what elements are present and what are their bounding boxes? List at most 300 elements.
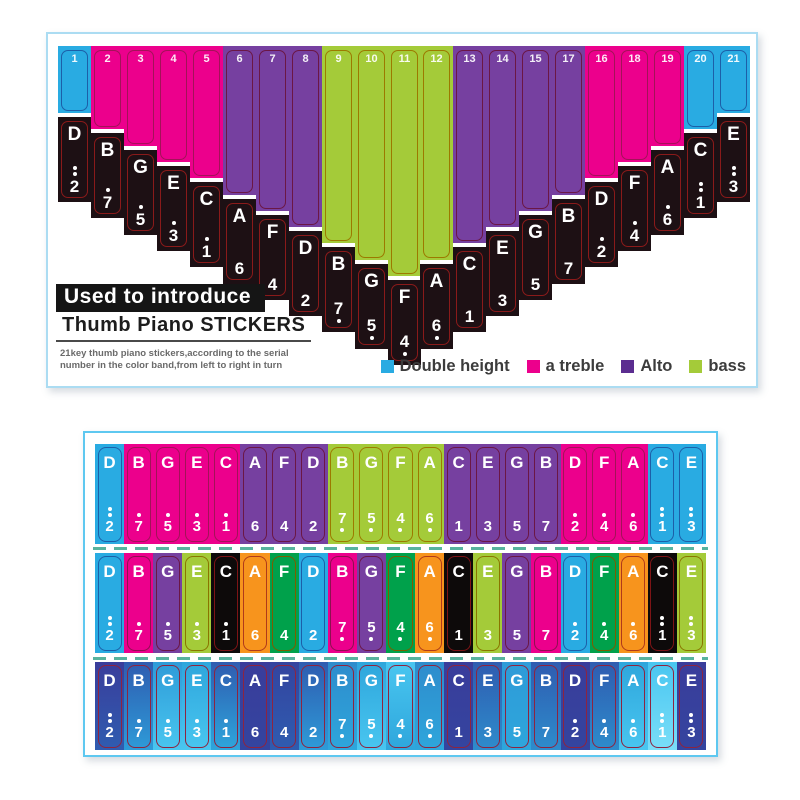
- sticker-key-G5: [357, 444, 386, 544]
- octave-dots: [357, 528, 386, 532]
- note-number: [519, 276, 552, 293]
- octave-dot: [428, 637, 432, 641]
- key-A6: [651, 146, 684, 235]
- octave-dots: [619, 719, 648, 723]
- legend-label: Alto: [640, 357, 673, 375]
- octave-dot: [398, 528, 402, 532]
- key-G5: [355, 260, 388, 349]
- octave-dot: [573, 622, 577, 626]
- note-letter: B: [132, 453, 145, 472]
- note-number: [444, 519, 473, 534]
- sticker-key-G5: [357, 553, 386, 653]
- note-letter: D: [298, 238, 313, 259]
- note-number: [357, 717, 386, 740]
- octave-dots: [651, 205, 684, 209]
- note-number: [270, 725, 299, 740]
- sticker-key-B7: [328, 662, 357, 750]
- note-letter: C: [452, 562, 465, 581]
- note-letter: A: [232, 206, 247, 227]
- note-letter: B: [561, 206, 576, 227]
- numbered-notation: 3: [687, 724, 696, 741]
- key-column-12: [420, 34, 453, 386]
- sticker-key-C1: [211, 662, 240, 750]
- sticker-key-B7: [531, 444, 560, 544]
- numbered-notation: 4: [396, 619, 405, 636]
- serial-number: 3: [137, 53, 144, 65]
- octave-dot: [166, 622, 170, 626]
- numbered-notation: 3: [687, 627, 696, 644]
- key-column-10: [355, 34, 388, 386]
- sticker-key-B7: [328, 553, 357, 653]
- octave-dots: [328, 637, 357, 641]
- numbered-notation: 1: [201, 242, 212, 261]
- numbered-notation: 1: [658, 724, 667, 741]
- serial-color-band: [223, 46, 256, 195]
- sticker-key-E3: [473, 553, 502, 653]
- numbered-notation: 1: [454, 518, 463, 535]
- octave-dot: [732, 172, 736, 176]
- band-outline: [325, 50, 352, 241]
- octave-dot: [699, 182, 703, 186]
- numbered-notation: 1: [454, 627, 463, 644]
- note-number: [124, 620, 153, 643]
- cut-line-divider: [93, 547, 708, 550]
- note-number: [444, 725, 473, 740]
- sticker-key-B7: [531, 662, 560, 750]
- octave-dot: [195, 719, 199, 723]
- octave-dot: [660, 719, 664, 723]
- note-number: [386, 620, 415, 643]
- note-number: [153, 717, 182, 740]
- numbered-notation: 7: [338, 619, 347, 636]
- note-number: [386, 511, 415, 534]
- note-number: [502, 628, 531, 643]
- sticker-key-F4: [270, 662, 299, 750]
- serial-number: 17: [562, 53, 575, 65]
- note-number: [502, 519, 531, 534]
- octave-dot: [398, 734, 402, 738]
- numbered-notation: 4: [599, 518, 609, 535]
- serial-number: 15: [529, 53, 542, 65]
- sticker-key-B7: [531, 553, 560, 653]
- key-G5: [124, 146, 157, 235]
- key-column-14: [486, 34, 519, 386]
- sticker-key-A6: [619, 444, 648, 544]
- octave-dots: [677, 616, 706, 626]
- octave-dots: [328, 734, 357, 738]
- key-column-21: [717, 34, 750, 386]
- numbered-notation: 5: [530, 275, 541, 294]
- sticker-key-C1: [444, 662, 473, 750]
- sticker-key-E3: [182, 553, 211, 653]
- serial-color-band: [585, 46, 618, 178]
- numbered-notation: 2: [69, 177, 80, 196]
- serial-color-band: [618, 46, 651, 162]
- numbered-notation: 6: [629, 518, 638, 535]
- octave-dots: [124, 205, 157, 209]
- serial-color-band: [453, 46, 486, 243]
- note-number: [590, 511, 619, 534]
- band-outline: [226, 50, 253, 193]
- octave-dots: [124, 622, 153, 626]
- note-letter: A: [429, 271, 444, 292]
- note-number: [357, 511, 386, 534]
- note-number: [473, 628, 502, 643]
- note-number: [211, 511, 240, 534]
- band-outline: [423, 50, 450, 258]
- octave-dot: [398, 637, 402, 641]
- note-number: [299, 519, 328, 534]
- octave-dot: [108, 507, 112, 511]
- octave-dots: [648, 713, 677, 723]
- note-letter: C: [219, 671, 233, 690]
- note-letter: A: [248, 562, 262, 581]
- sticker-key-G5: [502, 444, 531, 544]
- sticker-key-B7: [124, 662, 153, 750]
- serial-number: 8: [302, 53, 309, 65]
- octave-dots: [182, 719, 211, 723]
- serial-number: 1: [71, 53, 78, 65]
- note-letter: A: [627, 562, 640, 581]
- color-legend: [364, 357, 746, 376]
- band-outline: [489, 50, 516, 225]
- key-B7: [91, 129, 124, 218]
- numbered-notation: 2: [309, 627, 318, 644]
- key-column-19: [651, 34, 684, 386]
- octave-dot: [108, 719, 112, 723]
- key-C1: [453, 243, 486, 332]
- sticker-key-F4: [386, 662, 415, 750]
- serial-number: 9: [335, 53, 342, 65]
- note-letter: D: [594, 189, 609, 210]
- octave-dots: [648, 616, 677, 626]
- sticker-key-D2: [561, 444, 590, 544]
- sticker-strip-blue-gradient: [95, 662, 706, 750]
- legend-color-swatch: [527, 360, 540, 373]
- key-E3: [486, 227, 519, 316]
- note-letter: B: [539, 453, 553, 472]
- note-letter: E: [685, 562, 698, 581]
- serial-color-band: [388, 46, 421, 276]
- note-letter: D: [307, 562, 320, 581]
- note-letter: D: [103, 671, 116, 690]
- sticker-key-G5: [357, 662, 386, 750]
- octave-dot: [224, 719, 228, 723]
- serial-color-band: [684, 46, 717, 129]
- note-number: [618, 219, 651, 244]
- note-letter: C: [219, 562, 233, 581]
- note-number: [328, 717, 357, 740]
- key-A6: [420, 260, 453, 349]
- note-letter: G: [364, 562, 378, 581]
- note-letter: G: [161, 562, 175, 581]
- note-letter: D: [103, 453, 116, 472]
- octave-dot: [340, 734, 344, 738]
- note-number: [153, 511, 182, 534]
- legend-label: bass: [708, 357, 746, 375]
- note-letter: B: [336, 453, 349, 472]
- key-D2: [585, 178, 618, 267]
- note-letter: B: [132, 562, 145, 581]
- note-number: [677, 614, 706, 643]
- octave-dot: [666, 205, 670, 209]
- numbered-notation: 2: [309, 518, 318, 535]
- note-number: [585, 235, 618, 260]
- sticker-key-G5: [502, 662, 531, 750]
- numbered-notation: 1: [658, 518, 667, 535]
- octave-dots: [95, 507, 124, 517]
- octave-dot: [631, 622, 635, 626]
- intro-title: Used to introduce: [56, 284, 265, 312]
- note-letter: F: [598, 671, 610, 690]
- numbered-notation: 4: [396, 510, 405, 527]
- sticker-key-A6: [619, 662, 648, 750]
- sticker-key-F4: [590, 444, 619, 544]
- band-outline: [588, 50, 615, 176]
- note-number: [651, 203, 684, 228]
- numbered-notation: 2: [105, 518, 114, 535]
- key-F4: [618, 162, 651, 251]
- key-G5: [519, 211, 552, 300]
- numbered-notation: 6: [250, 627, 260, 644]
- band-outline: [193, 50, 220, 176]
- numbered-notation: 5: [163, 627, 172, 644]
- note-letter: D: [103, 562, 116, 581]
- key-E3: [717, 113, 750, 202]
- note-number: [561, 717, 590, 740]
- numbered-notation: 7: [338, 716, 347, 733]
- octave-dots: [561, 622, 590, 626]
- note-number: [677, 505, 706, 534]
- numbered-notation: 6: [425, 716, 434, 733]
- note-number: [190, 235, 223, 260]
- sticker-key-G5: [153, 662, 182, 750]
- note-letter: F: [598, 453, 610, 472]
- note-letter: G: [510, 562, 524, 581]
- note-number: [473, 519, 502, 534]
- sticker-key-A6: [415, 553, 444, 653]
- octave-dots: [182, 622, 211, 626]
- serial-color-band: [519, 46, 552, 211]
- note-number: [473, 725, 502, 740]
- numbered-notation: 5: [367, 619, 376, 636]
- sticker-key-G5: [153, 553, 182, 653]
- note-letter: A: [627, 671, 640, 690]
- note-number: [270, 628, 299, 643]
- note-letter: F: [395, 562, 406, 581]
- octave-dot: [195, 622, 199, 626]
- sticker-key-E3: [473, 444, 502, 544]
- numbered-notation: 6: [234, 259, 245, 278]
- octave-dot: [195, 513, 199, 517]
- sticker-key-A6: [619, 553, 648, 653]
- octave-dots: [386, 528, 415, 532]
- note-number: [157, 219, 190, 244]
- note-letter: D: [67, 124, 82, 145]
- note-number: [95, 711, 124, 740]
- note-number: [415, 511, 444, 534]
- numbered-notation: 6: [250, 724, 260, 741]
- note-letter: G: [510, 671, 524, 690]
- octave-dots: [153, 719, 182, 723]
- note-number: [531, 725, 560, 740]
- sticker-key-E3: [182, 662, 211, 750]
- band-outline: [522, 50, 549, 209]
- octave-dots: [415, 734, 444, 738]
- note-letter: B: [539, 671, 553, 690]
- serial-number: 19: [661, 53, 674, 65]
- octave-dots: [95, 713, 124, 723]
- sticker-key-B7: [124, 444, 153, 544]
- octave-dot: [660, 616, 664, 620]
- note-number: [619, 511, 648, 534]
- octave-dot: [689, 622, 693, 626]
- numbered-notation: 5: [367, 510, 376, 527]
- numbered-notation: 4: [267, 275, 278, 294]
- octave-dots: [420, 336, 453, 340]
- octave-dot: [435, 336, 439, 340]
- note-letter: C: [452, 671, 465, 690]
- note-number: [552, 260, 585, 277]
- note-letter: F: [278, 453, 290, 472]
- serial-number: 16: [595, 53, 608, 65]
- octave-dot: [205, 237, 209, 241]
- note-number: [211, 620, 240, 643]
- octave-dot: [166, 513, 170, 517]
- octave-dots: [415, 528, 444, 532]
- numbered-notation: 2: [105, 627, 114, 644]
- note-letter: F: [278, 562, 290, 581]
- serial-number: 18: [628, 53, 641, 65]
- note-number: [153, 620, 182, 643]
- note-letter: E: [191, 562, 203, 581]
- numbered-notation: 6: [629, 724, 638, 741]
- numbered-notation: 5: [512, 724, 522, 741]
- note-letter: B: [336, 562, 349, 581]
- note-letter: G: [161, 671, 175, 690]
- note-letter: B: [100, 140, 115, 161]
- note-letter: A: [627, 453, 640, 472]
- sticker-key-F4: [270, 553, 299, 653]
- numbered-notation: 6: [431, 316, 442, 335]
- key-C1: [684, 129, 717, 218]
- octave-dots: [386, 734, 415, 738]
- note-letter: G: [364, 453, 378, 472]
- sticker-key-A6: [415, 444, 444, 544]
- octave-dot: [631, 513, 635, 517]
- octave-dot: [633, 221, 637, 225]
- octave-dot: [73, 166, 77, 170]
- note-number: [240, 519, 269, 534]
- octave-dots: [211, 719, 240, 723]
- note-number: [453, 308, 486, 325]
- note-letter: C: [656, 562, 669, 581]
- octave-dots: [357, 734, 386, 738]
- note-letter: F: [278, 671, 290, 690]
- note-number: [124, 203, 157, 228]
- sticker-key-E3: [677, 444, 706, 544]
- note-letter: F: [598, 562, 610, 581]
- octave-dot: [699, 188, 703, 192]
- note-letter: E: [482, 453, 494, 472]
- octave-dots: [357, 637, 386, 641]
- numbered-notation: 4: [629, 226, 640, 245]
- numbered-notation: 3: [192, 518, 201, 535]
- note-letter: D: [307, 671, 320, 690]
- numbered-notation: 7: [134, 518, 143, 535]
- note-letter: E: [191, 671, 203, 690]
- serial-number: 6: [236, 53, 243, 65]
- sticker-key-C1: [648, 553, 677, 653]
- note-number: [444, 628, 473, 643]
- legend-label: Double height: [399, 357, 510, 375]
- octave-dot: [73, 172, 77, 176]
- octave-dot: [139, 205, 143, 209]
- numbered-notation: 3: [483, 518, 492, 535]
- numbered-notation: 6: [662, 210, 673, 229]
- note-letter: B: [336, 671, 349, 690]
- octave-dot: [689, 713, 693, 717]
- sticker-key-D2: [561, 662, 590, 750]
- legend-color-swatch: [689, 360, 702, 373]
- octave-dot: [602, 622, 606, 626]
- note-number: [648, 505, 677, 534]
- note-number: [561, 620, 590, 643]
- octave-dot: [108, 616, 112, 620]
- note-letter: E: [167, 173, 180, 194]
- cut-line-divider: [93, 657, 708, 660]
- note-number: [58, 164, 91, 195]
- sticker-key-A6: [240, 444, 269, 544]
- sticker-key-E3: [677, 553, 706, 653]
- serial-color-band: [289, 46, 322, 227]
- note-number: [415, 620, 444, 643]
- octave-dots: [388, 352, 421, 356]
- key-B7: [552, 195, 585, 284]
- numbered-notation: 7: [541, 518, 551, 535]
- numbered-notation: 4: [599, 627, 609, 644]
- octave-dots: [124, 719, 153, 723]
- serial-color-band: [717, 46, 750, 113]
- octave-dot: [660, 622, 664, 626]
- serial-number: 13: [463, 53, 476, 65]
- octave-dot: [689, 507, 693, 511]
- serial-number: 12: [430, 53, 443, 65]
- note-number: [619, 717, 648, 740]
- band-outline: [391, 50, 418, 274]
- octave-dot: [573, 719, 577, 723]
- numbered-notation: 4: [279, 518, 289, 535]
- serial-number: 20: [694, 53, 707, 65]
- octave-dot: [137, 622, 141, 626]
- octave-dots: [561, 513, 590, 517]
- octave-dots: [124, 513, 153, 517]
- intro-text-block: [56, 284, 346, 373]
- note-letter: F: [266, 222, 279, 243]
- note-number: [240, 628, 269, 643]
- legend-color-swatch: [621, 360, 634, 373]
- note-letter: C: [656, 671, 669, 690]
- band-outline: [292, 50, 319, 225]
- octave-dot: [689, 719, 693, 723]
- numbered-notation: 1: [221, 627, 231, 644]
- octave-dot: [137, 513, 141, 517]
- key-column-18: [618, 34, 651, 386]
- serial-color-band: [420, 46, 453, 260]
- numbered-notation: 5: [366, 316, 377, 335]
- note-letter: E: [482, 562, 494, 581]
- sticker-key-F4: [590, 553, 619, 653]
